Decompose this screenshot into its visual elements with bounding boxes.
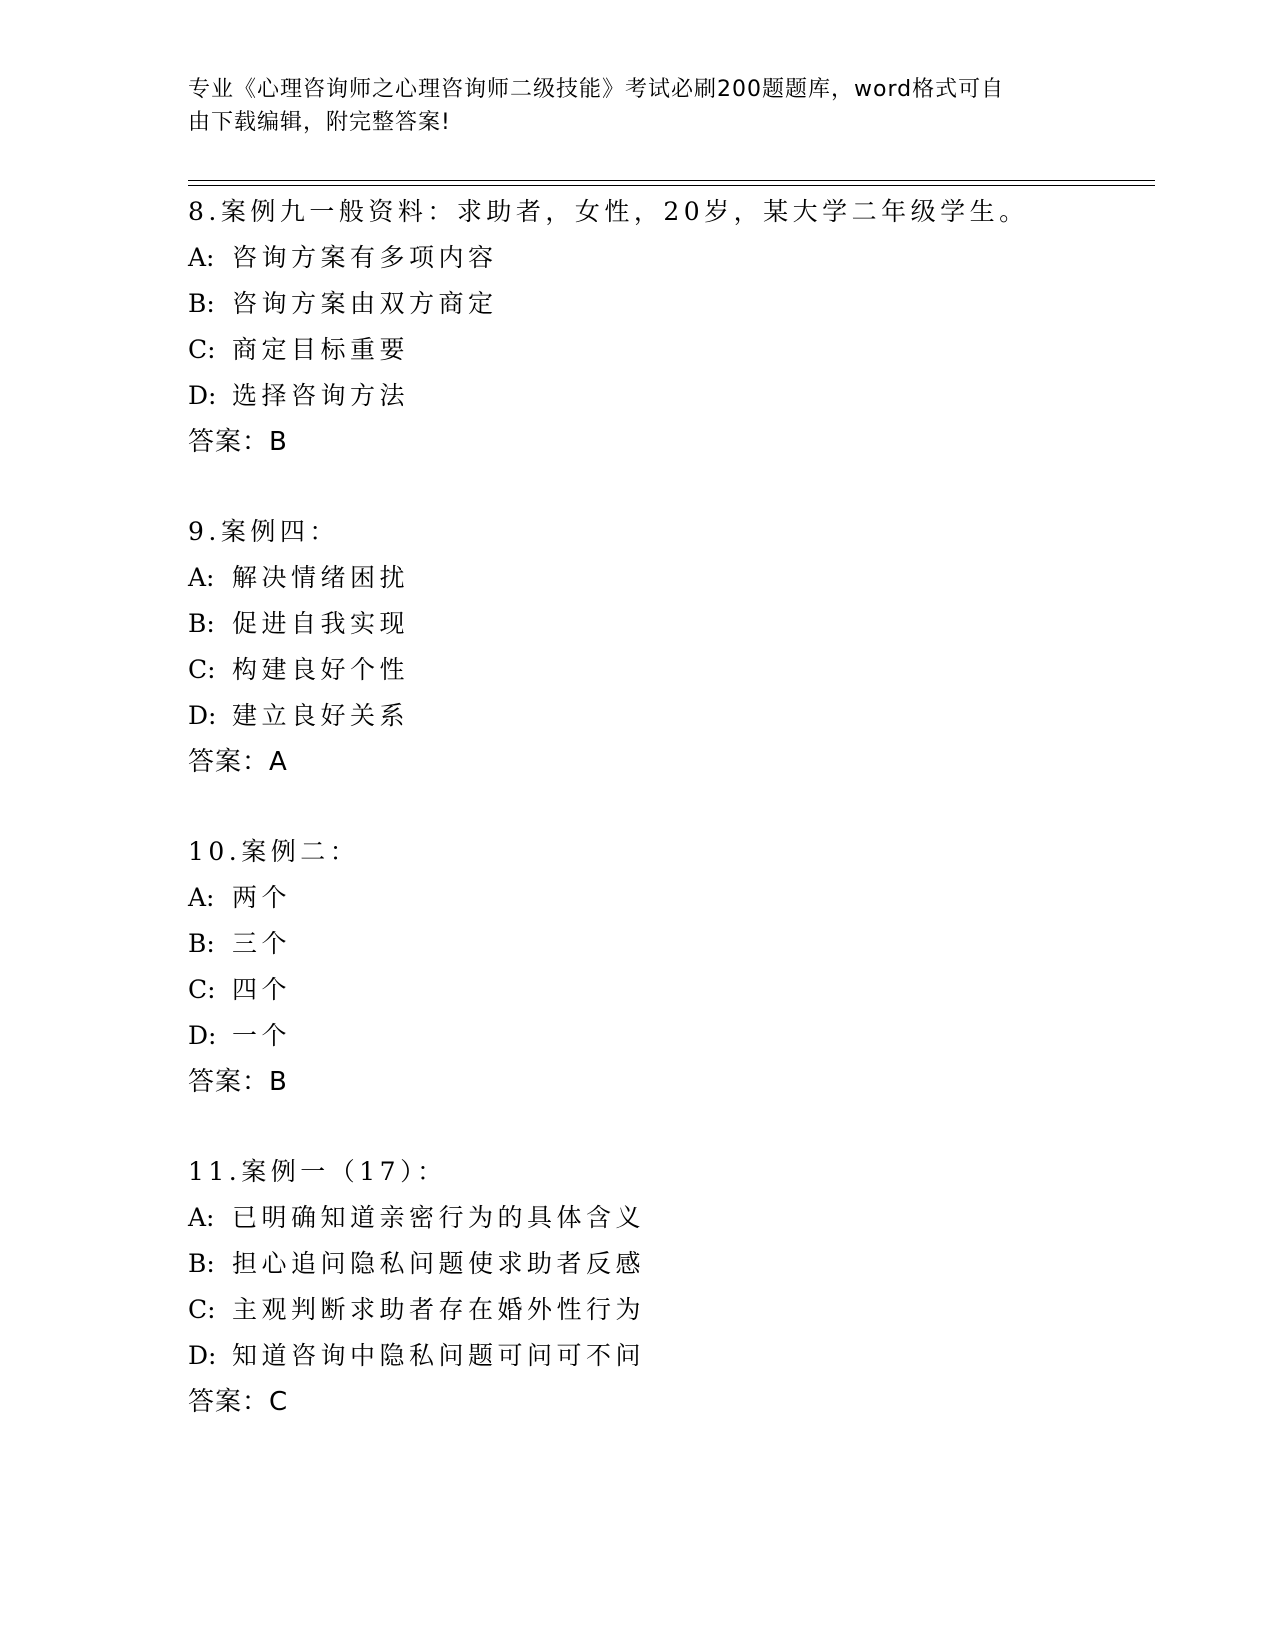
question-title: 9.案例四： (188, 517, 339, 546)
option-letter: A: (188, 563, 215, 592)
answer: 答案：B (188, 1067, 288, 1097)
option-text: 主观判断求助者存在婚外性行为 (232, 1295, 646, 1324)
option-text: 三个 (232, 929, 292, 958)
option-text: 建立良好关系 (232, 701, 410, 730)
option-b (188, 921, 1148, 967)
question-title: 8.案例九一般资料：求助者，女性，20岁，某大学二年级学生。 (188, 197, 1029, 226)
option-a (188, 555, 1148, 601)
option-text: 促进自我实现 (232, 609, 410, 638)
option-text: 担心追问隐私问题使求助者反感 (232, 1249, 646, 1278)
option-letter: A: (188, 883, 215, 912)
question-10 (188, 829, 1148, 1105)
option-d (188, 693, 1148, 739)
option-text: 构建良好个性 (232, 655, 410, 684)
option-letter: C: (188, 335, 216, 364)
question-title: 11.案例一（17）： (188, 1157, 447, 1186)
question-list (188, 189, 1148, 1469)
option-text: 咨询方案由双方商定 (232, 289, 498, 318)
option-text: 咨询方案有多项内容 (232, 243, 498, 272)
option-letter: C: (188, 1295, 216, 1324)
option-c (188, 967, 1148, 1013)
option-d (188, 1333, 1148, 1379)
header-line-1: 专业《心理咨询师之心理咨询师二级技能》考试必刷200题题库，word格式可自 (188, 77, 1005, 102)
option-letter: D: (188, 701, 217, 730)
option-text: 四个 (232, 975, 292, 1004)
option-letter: B: (188, 1249, 215, 1278)
option-b (188, 1241, 1148, 1287)
option-letter: A: (188, 1203, 215, 1232)
answer: 答案：B (188, 427, 288, 457)
answer: 答案：A (188, 747, 288, 777)
option-text: 两个 (232, 883, 292, 912)
document-header (188, 73, 1078, 139)
option-text: 已明确知道亲密行为的具体含义 (232, 1203, 646, 1232)
option-text: 解决情绪困扰 (232, 563, 410, 592)
option-letter: D: (188, 1341, 217, 1370)
option-letter: B: (188, 609, 215, 638)
option-d (188, 1013, 1148, 1059)
option-a (188, 875, 1148, 921)
option-d (188, 373, 1148, 419)
option-c (188, 327, 1148, 373)
option-letter: B: (188, 289, 215, 318)
header-divider-bottom (188, 185, 1155, 186)
option-c (188, 1287, 1148, 1333)
option-letter: B: (188, 929, 215, 958)
question-11 (188, 1149, 1148, 1425)
header-line-2: 由下载编辑，附完整答案! (188, 110, 451, 135)
option-letter: D: (188, 381, 217, 410)
question-title: 10.案例二： (188, 837, 360, 866)
header-divider-top (188, 180, 1155, 181)
option-text: 知道咨询中隐私问题可问可不问 (232, 1341, 646, 1370)
option-c (188, 647, 1148, 693)
option-letter: C: (188, 975, 216, 1004)
option-letter: A: (188, 243, 215, 272)
option-b (188, 601, 1148, 647)
option-a (188, 235, 1148, 281)
option-b (188, 281, 1148, 327)
answer: 答案：C (188, 1387, 289, 1417)
question-8 (188, 189, 1148, 465)
option-letter: D: (188, 1021, 217, 1050)
option-text: 选择咨询方法 (232, 381, 410, 410)
option-text: 一个 (232, 1021, 292, 1050)
question-9 (188, 509, 1148, 785)
option-text: 商定目标重要 (232, 335, 410, 364)
option-a (188, 1195, 1148, 1241)
option-letter: C: (188, 655, 216, 684)
